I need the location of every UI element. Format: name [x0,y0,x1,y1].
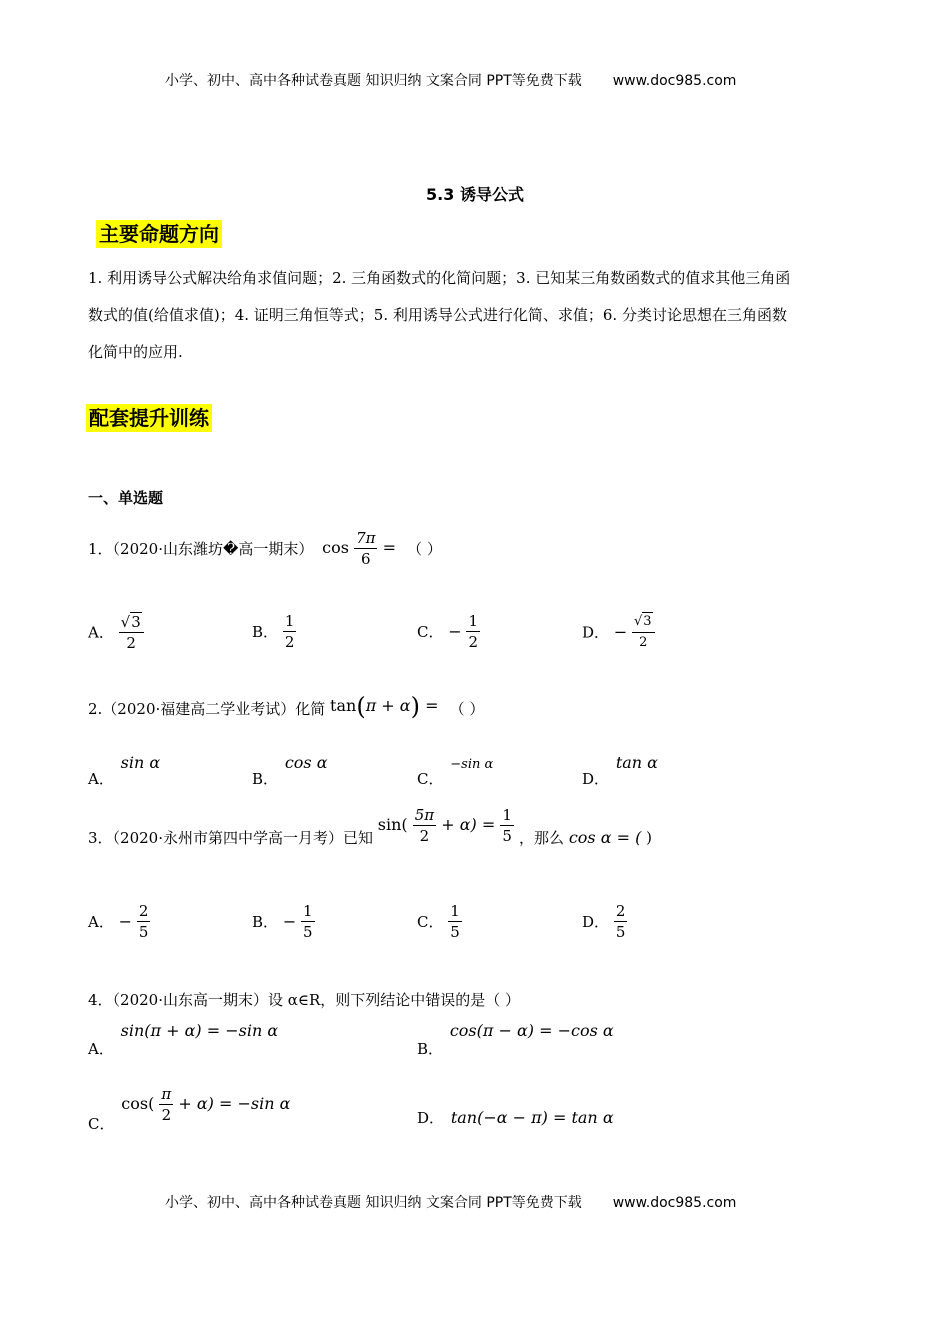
question-4-option-c[interactable] [88,1085,291,1133]
fraction-denominator: 2 [126,634,136,652]
fraction-numerator: 1 [284,612,295,630]
footer-text: 小学、初中、高中各种试卷真题 知识归纳 文案合同 PPT等免费下载 [165,1195,582,1211]
fraction-denominator: 2 [639,635,648,650]
question-3-tail: ，那么 [519,829,565,847]
func-name: cos( [121,1094,155,1113]
fraction-denominator: 5 [138,923,149,941]
part-heading: 一、单选题 [88,489,164,507]
option-value: −sin α [450,757,494,772]
equals-sign: = [425,695,439,715]
intro-line: 1. 利用诱导公式解决给角求值问题；2. 三角函数式的化简问题；3. 已知某三角数函数式的值求其他三角函 [88,269,791,287]
question-1-expression [322,529,401,568]
option-label: A． [88,1040,114,1058]
fraction-numerator: 5π [414,806,435,824]
equals-sign: = [382,538,396,557]
func-name: sin( [377,815,408,834]
option-value [137,902,151,941]
footer-url[interactable]: www.doc985.com [612,1195,737,1211]
func-name: tan [330,695,357,715]
fraction-numerator: 2 [615,902,626,920]
option-value: √ 3 2 [119,612,144,652]
fraction-numerator: 2 [138,902,149,920]
option-value: cos α [284,753,328,772]
option-value: cos(π − α) = −cos α [449,1021,614,1040]
question-1-option-d[interactable] [582,612,655,652]
option-label: D． [582,913,610,931]
question-3-target: cos α = ( [568,828,642,847]
fraction-numerator: 7π [356,529,376,547]
answer-blank: （ ） [449,700,485,718]
option-value [283,612,297,651]
question-2 [88,692,485,726]
question-1 [88,529,442,568]
option-value: √ 3 2 [632,612,655,652]
option-value [466,612,480,651]
fraction-numerator: π [161,1085,172,1103]
answer-blank: （ ） [407,540,442,558]
option-value [614,902,628,941]
option-label: C． [417,623,444,641]
option-value [448,902,462,941]
minus-sign: − [282,912,297,931]
intro-paragraph [88,260,878,371]
question-2-option-b[interactable] [252,752,328,788]
func-name: cos [322,538,349,557]
section-heading-training-text: 配套提升训练 [86,404,212,432]
section-heading-main-text: 主要命题方向 [96,220,222,248]
question-1-option-b[interactable] [252,612,296,651]
question-1-stem: 1．（2020·山东潍坊�高一期末） [88,540,314,558]
question-4: 4．（2020·山东高一期末）设 α∈R，则下列结论中错误的是（ ） [88,991,521,1009]
minus-sign: − [118,912,133,931]
option-value: tan(−α − π) = tan α [450,1108,614,1127]
expression-rest: + α) = −sin α [178,1094,291,1113]
minus-sign: − [448,622,462,641]
question-2-option-a[interactable] [88,752,161,788]
page-header [165,70,736,90]
header-url[interactable]: www.doc985.com [612,73,737,89]
option-value: sin(π + α) = −sin α [120,1021,279,1040]
option-label: C． [417,770,444,788]
answer-blank: ) [646,828,652,847]
question-3-option-b[interactable] [252,902,315,941]
question-3-stem: 3．（2020·永州市第四中学高一月考）已知 [88,829,373,847]
option-label: B． [252,770,279,788]
option-label: B． [417,1040,444,1058]
question-2-stem: 2.（2020·福建高二学业考试）化简 [88,700,326,718]
fraction [500,806,514,845]
question-4-option-b[interactable] [417,1020,614,1058]
question-2-expression: tan(π + α) = [330,692,439,720]
fraction-denominator: 5 [303,923,313,941]
option-label: D． [582,623,610,642]
minus-sign: − [613,622,628,642]
question-1-option-c[interactable] [417,612,480,651]
fraction-denominator: 2 [468,633,478,651]
fraction-denominator: 2 [419,827,430,845]
fraction [159,1085,173,1124]
header-text: 小学、初中、高中各种试卷真题 知识归纳 文案合同 PPT等免费下载 [165,73,582,89]
option-label: A． [88,770,114,788]
fraction-denominator: 5 [615,923,626,941]
option-label: A． [88,913,114,931]
fraction-numerator: 1 [450,902,460,920]
fraction-denominator: 5 [502,827,512,845]
option-label: C． [417,913,444,931]
intro-line: 数式的值(给值求值)；4. 证明三角恒等式；5. 利用诱导公式进行化简、求值；6. 分类讨论思想在三角函数 [88,306,787,324]
intro-line: 化简中的应用. [88,343,183,361]
page-footer [165,1192,736,1212]
option-label: C． [88,1115,115,1133]
fraction-numerator: 1 [468,612,478,630]
option-label: D． [582,770,610,788]
question-3-option-a[interactable] [88,902,150,941]
option-value [301,902,315,941]
func-argument: π + α [365,695,411,715]
question-3-option-d[interactable] [582,902,627,941]
question-2-option-c[interactable] [417,752,494,788]
page-title: 5.3 诱导公式 [426,185,524,204]
option-label: B． [252,913,279,931]
fraction-numerator: 1 [502,806,512,824]
question-3-option-c[interactable] [417,902,462,941]
option-value: sin α [120,753,161,772]
question-4-option-a[interactable] [88,1020,279,1058]
fraction [354,529,377,568]
question-3-expression [377,806,519,845]
expression-rest: + α) = [441,815,496,834]
question-2-option-d[interactable] [582,752,658,788]
option-label: A． [88,623,114,642]
question-4-option-d[interactable] [417,1107,614,1128]
fraction-numerator: 1 [303,902,313,920]
option-label: B． [252,623,279,641]
sqrt-radicand: 3 [131,613,141,631]
fraction-denominator: 2 [161,1106,172,1124]
section-heading-main [96,221,222,247]
option-value [121,1085,291,1124]
option-label: D． [417,1109,445,1127]
fraction-denominator: 2 [284,633,295,651]
section-heading-training [86,405,212,431]
fraction [413,806,436,845]
question-1-option-a[interactable] [88,612,144,652]
option-value: tan α [615,753,658,772]
fraction-denominator: 5 [450,923,460,941]
fraction-denominator: 6 [360,550,371,568]
sqrt-radicand: 3 [643,614,652,629]
